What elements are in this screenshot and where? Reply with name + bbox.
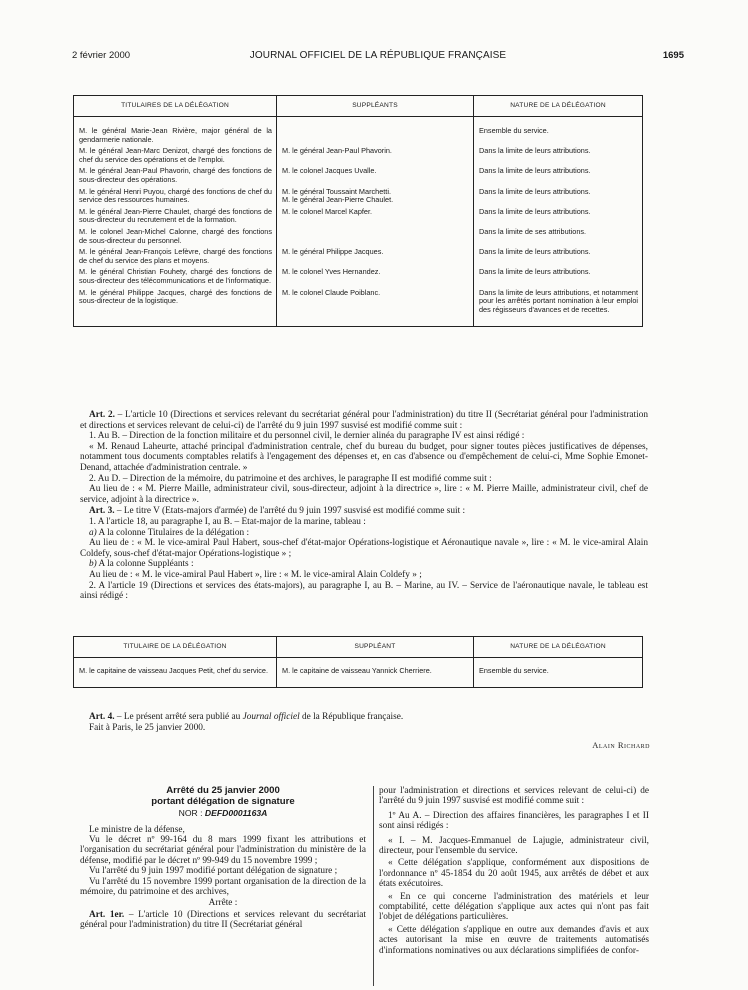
article-2-text: – L'article 10 (Directions et services relevant du secrétariat général pour l'administration) du titre II (Secrétariat général pour l'administration et directions et services relevant de celui-ci) de l'arrêté du 9 juin 1997 susvisé est modifié comme suit : — [80, 410, 649, 431]
cell-nature: Dans la limite de leurs attributions, et notamment pour les arrêtés portant nomination à leur emploi des régisseurs d'avances et de recettes. — [474, 289, 643, 327]
item-label-b: b) — [89, 559, 97, 570]
articles-block — [80, 410, 648, 602]
column-header-suppleant: SUPPLÉANT — [277, 637, 474, 658]
article-3-label: Art. 3. — [89, 506, 115, 517]
cell-suppleant: M. le colonel Jacques Uvalle. — [277, 167, 474, 187]
cell-nature: Dans la limite de leurs attributions. — [474, 248, 643, 268]
cell-titulaire: M. le général Jean-Marc Denizot, chargé des fonctions de chef du service des opérations et de l'emploi. — [74, 147, 277, 167]
signature: Alain Richard — [592, 740, 650, 750]
decree-paragraph: Le ministre de la défense, — [89, 824, 185, 835]
page-header — [72, 50, 684, 64]
issue-date: 2 février 2000 — [72, 50, 131, 61]
article-4-label: Art. 4. — [89, 712, 115, 722]
article-2-label: Art. 2. — [89, 410, 115, 420]
article-2 — [80, 410, 648, 431]
cell-nature: Ensemble du service. — [474, 658, 643, 688]
table-row — [74, 208, 643, 228]
decree-left-column — [80, 786, 366, 931]
column-divider — [373, 786, 374, 986]
cell-titulaire: M. le général Jean-François Lefèvre, chargé des fonctions de chef du service des plans et moyens. — [74, 248, 277, 268]
cell-nature: Dans la limite de leurs attributions. — [474, 188, 643, 208]
nor-reference: NOR : DEFD0001163A — [178, 808, 268, 819]
article-2-paragraph: 2. Au D. – Direction de la mémoire, du patrimoine et des archives, le paragraphe II est modifié comme suit : — [89, 473, 492, 484]
item-label-a: a) — [89, 527, 97, 538]
table-row — [74, 248, 643, 268]
column-header-suppleants: SUPPLÉANTS — [277, 96, 474, 117]
cell-nature: Dans la limite de leurs attributions. — [474, 268, 643, 288]
journal-title: JOURNAL OFFICIEL DE LA RÉPUBLIQUE FRANÇAISE — [249, 50, 507, 61]
table-body — [74, 117, 643, 327]
cell-suppleant: M. le capitaine de vaisseau Yannick Cherriere. — [277, 658, 474, 688]
decree-paragraph: Vu l'arrêté du 9 juin 1997 modifié portant délégation de signature ; — [89, 866, 338, 877]
article-3-paragraph: b) A la colonne Suppléants : — [89, 559, 194, 570]
article-3-paragraph: 1. A l'article 18, au paragraphe I, au B. – Etat-major de la marine, tableau : — [89, 516, 366, 527]
table-row — [74, 167, 643, 187]
table-header-row — [74, 96, 643, 117]
cell-titulaire: M. le général Henri Puyou, chargé des fonctions de chef du service des ressources humaines. — [74, 188, 277, 208]
decree-title: Arrêté du 25 janvier 2000 portant délégation de signature — [151, 785, 295, 807]
cell-titulaire: M. le général Philippe Jacques, chargé des fonctions de sous-directeur de la logistique. — [74, 289, 277, 327]
cell-suppleant — [277, 228, 474, 248]
article-2-paragraph: Au lieu de : « M. Pierre Maille, administrateur civil, sous-directeur, adjoint à la directrice », lire : « M. Pierre Maille, administrateur civil, chef de service, adjoint à la directrice ». — [80, 484, 648, 505]
page-number: 1695 — [662, 50, 684, 61]
cell-titulaire: M. le général Jean-Paul Phavorin, chargé des fonctions de sous-directeur des opérations. — [74, 167, 277, 187]
decree-paragraph: Vu le décret nº 99-164 du 8 mars 1999 fixant les attributions et l'organisation du secrétariat général pour l'administration du ministère de la défense, modifié par le décret nº 99-949 du 15 novembre 1999 ; — [80, 835, 366, 866]
article-2-paragraph: 1. Au B. – Direction de la fonction militaire et du personnel civil, le dernier alinéa du paragraphe IV est ainsi rédigé : — [89, 431, 525, 442]
cell-suppleant: M. le colonel Yves Hernandez. — [277, 268, 474, 288]
column-header-nature: NATURE DE LA DÉLÉGATION — [474, 637, 643, 658]
table-row — [74, 268, 643, 288]
article-3 — [80, 506, 648, 517]
decree-paragraph: « I. – M. Jacques-Emmanuel de Lajugie, administrateur civil, directeur, pour l'ensemble du service. — [379, 835, 649, 857]
cell-suppleant: M. le colonel Marcel Kapfer. — [277, 208, 474, 228]
decree-right-column — [379, 786, 649, 956]
cell-titulaire: M. le colonel Jean-Michel Calonne, chargé des fonctions de sous-directeur du personnel. — [74, 228, 277, 248]
article-3-paragraph: Au lieu de : « M. le vice-amiral Paul Habert », lire : « M. le vice-amiral Alain Coldefy » ; — [89, 569, 422, 580]
cell-nature: Dans la limite de ses attributions. — [474, 228, 643, 248]
decree-paragraph: Vu l'arrêté du 15 novembre 1999 portant organisation de la direction de la mémoire, du patrimoine et des archives, — [80, 876, 366, 898]
table-row — [74, 188, 643, 208]
table-row — [74, 147, 643, 167]
article-4-block — [80, 712, 648, 733]
table-row — [74, 117, 643, 148]
table-row — [74, 289, 643, 327]
cell-titulaire: M. le général Marie-Jean Rivière, major général de la gendarmerie nationale. — [74, 117, 277, 148]
cell-suppleant: M. le général Jean-Paul Phavorin. — [277, 147, 474, 167]
decree-paragraph: « En ce qui concerne l'administration des matériels et leur comptabilité, cette délégation s'applique aux actes qui n'ont pas fait l'objet de délégations particulières. — [379, 891, 649, 923]
table-row — [74, 228, 643, 248]
cell-nature: Dans la limite de leurs attributions. — [474, 167, 643, 187]
article-4: Art. 4. – Le présent arrêté sera publié au Journal officiel de la République française. — [89, 712, 404, 722]
decree-article-1: Art. 1er. – L'article 10 (Directions et services relevant du secrétariat général pour l'administration) du titre II (Secrétariat général — [80, 909, 366, 931]
column-header-titulaires: TITULAIRES DE LA DÉLÉGATION — [74, 96, 277, 117]
article-3-paragraph: Au lieu de : « M. le vice-amiral Paul Habert, sous-chef d'état-major Opérations-logistique et Aéronautique navale », lire : « M. le vice-amiral Alain Coldefy, sous-chef d'état-major Opérations-logistique » ; — [80, 538, 648, 559]
article-3-text: – Le titre V (Etats-majors d'armée) de l'arrêté du 9 juin 1997 susvisé est modifié comme suit : — [114, 506, 466, 517]
article-1-label: Art. 1er. — [89, 909, 125, 920]
decree-paragraph: « Cette délégation s'applique en outre aux demandes d'avis et aux actes autorisant la mise en œuvre de traitements automatisés d'informations nominatives ou aux déclarations simplifiées de confor- — [379, 924, 649, 956]
table-header-row — [74, 637, 643, 658]
cell-suppleant: M. le général Toussaint Marchetti. M. le général Jean-Pierre Chaulet. — [277, 188, 474, 208]
cell-nature: Dans la limite de leurs attributions. — [474, 147, 643, 167]
cell-titulaire: M. le général Jean-Pierre Chaulet, chargé des fonctions de sous-directeur du recrutement et de la formation. — [74, 208, 277, 228]
cell-nature: Ensemble du service. — [474, 117, 643, 148]
delegation-table-aeronautique — [73, 636, 643, 688]
table-row — [74, 658, 643, 688]
decree-paragraph: « Cette délégation s'applique, conformément aux dispositions de l'ordonnance nº 45-1854 du 20 août 1945, aux arrêtés de débet et aux états exécutoires. — [379, 858, 649, 890]
column-header-nature: NATURE DE LA DÉLÉGATION — [474, 96, 643, 117]
article-2-paragraph: « M. Renaud Laheurte, attaché principal d'administration centrale, chef du bureau du budget, pour signer toutes pièces justificatives de dépenses, notamment tous documents comptables relatifs à l'engagement des dépenses et, en cas d'absence ou d'empêchement de celui-ci, Mme Sophie Emonet-Denand, attachée d'administration centrale. » — [80, 441, 648, 473]
cell-nature: Dans la limite de leurs attributions. — [474, 208, 643, 228]
arrete-line: Arrête : — [208, 898, 238, 909]
cell-titulaire: M. le capitaine de vaisseau Jacques Petit, chef du service. — [74, 658, 277, 688]
done-at-line: Fait à Paris, le 25 janvier 2000. — [89, 722, 206, 733]
cell-suppleant: M. le colonel Claude Poiblanc. — [277, 289, 474, 327]
article-3-paragraph: a) A la colonne Titulaires de la délégation : — [89, 527, 250, 538]
cell-suppleant: M. le général Philippe Jacques. — [277, 248, 474, 268]
cell-titulaire: M. le général Christian Fouhety, chargé des fonctions de sous-directeur des télécommunications et de l'informatique. — [74, 268, 277, 288]
column-header-titulaire: TITULAIRE DE LA DÉLÉGATION — [74, 637, 277, 658]
article-3-paragraph: 2. A l'article 19 (Directions et services des états-majors), au paragraphe I, au B. – Marine, au IV. – Service de l'aéronautique navale, le tableau est ainsi rédigé : — [80, 580, 648, 602]
cell-suppleant — [277, 117, 474, 148]
journal-officiel-ref: Journal officiel — [242, 712, 300, 722]
delegation-table-gendarmerie — [73, 95, 643, 327]
decree-paragraph: pour l'administration et directions et services relevant de celui-ci) de l'arrêté du 9 juin 1997 susvisé est modifié comme suit : — [379, 786, 649, 807]
decree-paragraph: 1º Au A. – Direction des affaires financières, les paragraphes I et II sont ainsi rédigés : — [379, 810, 649, 832]
